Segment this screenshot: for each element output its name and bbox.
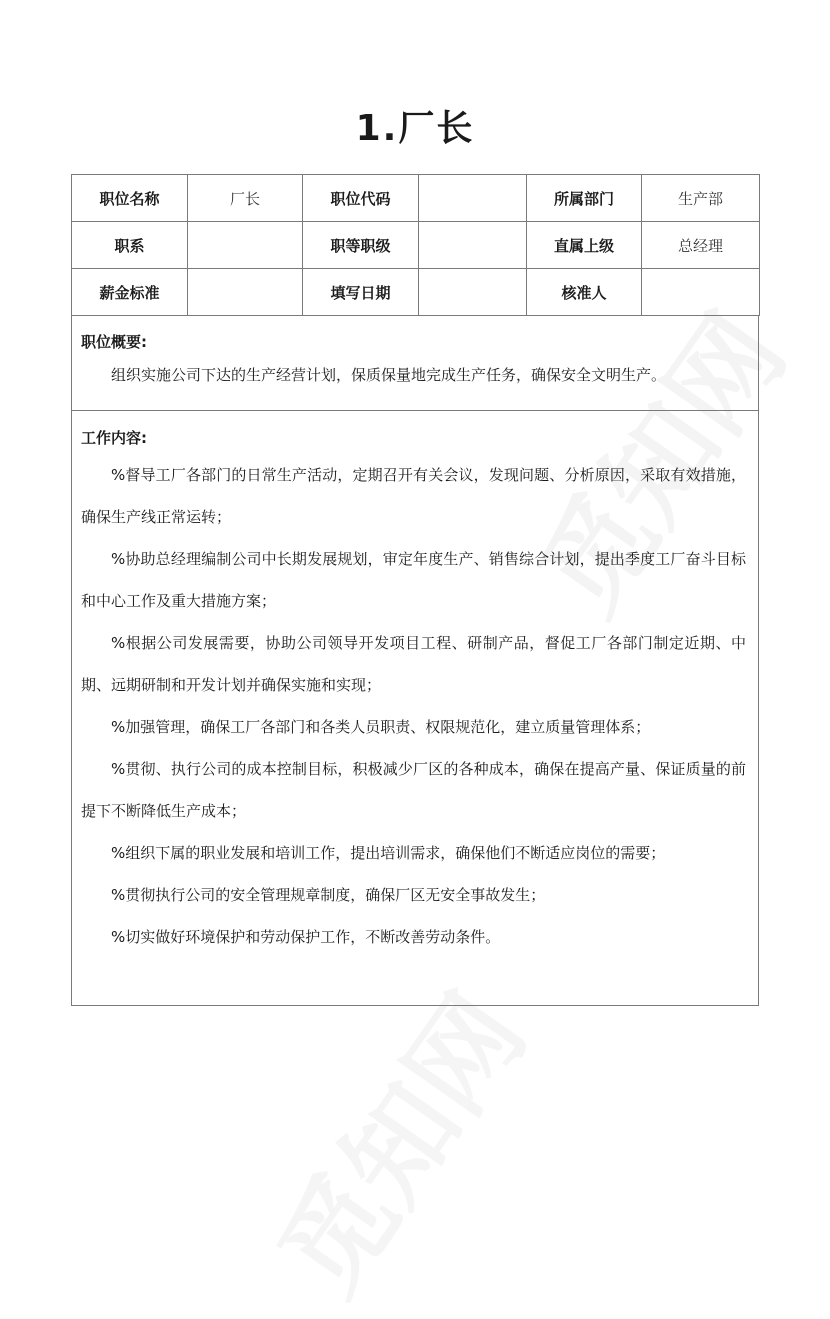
duties-heading: 工作内容:	[81, 429, 147, 447]
duty-item: %切实做好环境保护和劳动保护工作，不断改善劳动条件。	[111, 928, 501, 946]
table-row	[72, 222, 760, 269]
duty-item: %贯彻执行公司的安全管理规章制度，确保厂区无安全事故发生；	[111, 886, 546, 904]
summary-heading: 职位概要:	[81, 333, 147, 351]
duties-section	[71, 411, 759, 1006]
label-approver: 核准人	[527, 269, 642, 316]
label-job-family: 职系	[72, 222, 188, 269]
duty-item: %督导工厂各部门的日常生产活动，定期召开有关会议，发现问题、分析原因，采取有效措施，确保生产线正常运转；	[81, 466, 746, 526]
label-position-name: 职位名称	[72, 175, 188, 222]
label-supervisor: 直属上级	[527, 222, 642, 269]
summary-section	[71, 315, 759, 411]
page-title: 1.厂长	[355, 108, 475, 149]
duty-item: %加强管理，确保工厂各部门和各类人员职责、权限规范化，建立质量管理体系；	[111, 718, 651, 736]
label-department: 所属部门	[527, 175, 642, 222]
duty-item: %组织下属的职业发展和培训工作，提出培训需求，确保他们不断适应岗位的需要；	[111, 844, 666, 862]
label-position-code: 职位代码	[303, 175, 419, 222]
duty-item: %协助总经理编制公司中长期发展规划，审定年度生产、销售综合计划，提出季度工厂奋斗目标和中心工作及重大措施方案；	[81, 550, 746, 610]
duty-item: %贯彻、执行公司的成本控制目标，积极减少厂区的各种成本，确保在提高产量、保证质量的前提下不断降低生产成本；	[81, 760, 746, 820]
value-job-family	[188, 222, 303, 269]
value-supervisor: 总经理	[642, 222, 760, 269]
value-department: 生产部	[642, 175, 760, 222]
label-job-grade: 职等职级	[303, 222, 419, 269]
label-fill-date: 填写日期	[303, 269, 419, 316]
watermark	[236, 959, 555, 1319]
value-job-grade	[419, 222, 527, 269]
value-approver	[642, 269, 760, 316]
duty-item: %根据公司发展需要，协助公司领导开发项目工程、研制产品，督促工厂各部门制定近期、中期、远期研制和开发计划并确保实施和实现；	[81, 634, 746, 694]
job-info-table	[71, 174, 760, 316]
value-salary-standard	[188, 269, 303, 316]
label-salary-standard: 薪金标准	[72, 269, 188, 316]
value-fill-date	[419, 269, 527, 316]
value-position-name: 厂长	[188, 175, 303, 222]
value-position-code	[419, 175, 527, 222]
summary-text: 组织实施公司下达的生产经营计划，保质保量地完成生产任务，确保安全文明生产。	[111, 366, 667, 384]
table-row	[72, 175, 760, 222]
table-row	[72, 269, 760, 316]
